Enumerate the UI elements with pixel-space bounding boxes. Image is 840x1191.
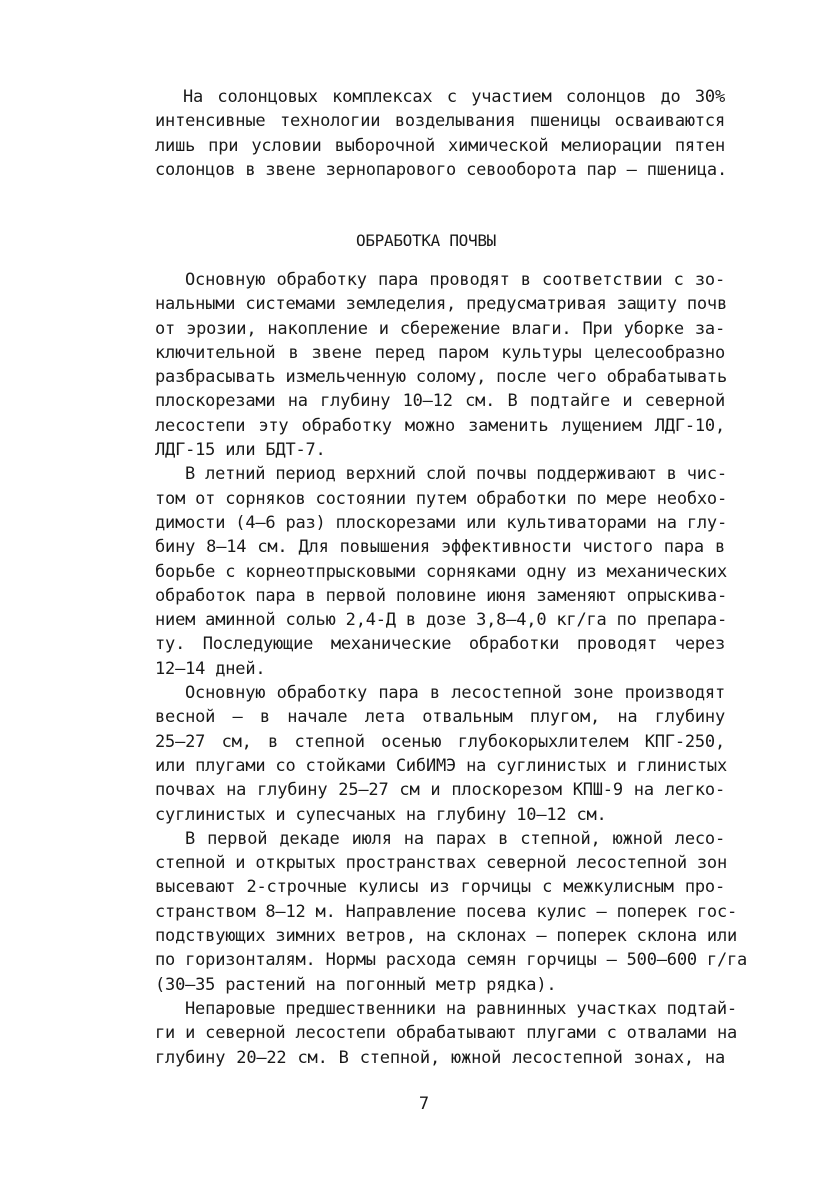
paragraph-line: Непаровые предшественники на равнинных участках подтай-: [185, 998, 737, 1019]
intro-line: лишь при условии выборочной химической мелиорации пятен: [155, 135, 725, 156]
paragraph-line: весной – в начале лета отвальным плугом, на глубину: [155, 707, 725, 728]
body-text: [155, 268, 748, 1070]
paragraph-line: бину 8–14 см. Для повышения эффективности чистого пара в: [155, 537, 725, 558]
paragraph-line: Основную обработку пара в лесостепной зоне производят: [185, 683, 725, 704]
paragraph-line: 12–14 дней.: [155, 658, 266, 679]
paragraph-line: нием аминной солью 2,4-Д в дозе 3,8–4,0 кг/га по препара-: [155, 610, 727, 631]
paragraph-line: от эрозии, накопление и сбережение влаги. При уборке за-: [155, 318, 725, 339]
paragraph-line: В летний период верхний слой почвы поддерживают в чис-: [185, 464, 727, 485]
intro-paragraph: [155, 85, 725, 182]
paragraph-line: глубину 20–22 см. В степной, южной лесостепной зонах, на: [155, 1047, 725, 1068]
paragraph-line: 25–27 см, в степной осенью глубокорыхлителем КПГ-250,: [155, 731, 725, 752]
paragraph-line: или плугами со стойками СибИМЭ на суглинистых и глинистых: [155, 755, 727, 776]
paragraph-line: нальными системами земледелия, предусматривая защиту почв: [155, 294, 727, 315]
paragraph-line: почвах на глубину 25–27 см и плоскорезом КПШ-9 на легко-: [155, 780, 725, 801]
page-number: 7: [418, 1094, 430, 1114]
paragraph-line: В первой декаде июля на парах в степной, южной лесо-: [185, 828, 725, 849]
paragraph-line: ги и северной лесостепи обрабатывают плугами с отвалами на: [155, 1023, 738, 1044]
paragraph-line: обработок пара в первой половине июня заменяют опрыскива-: [155, 585, 727, 606]
intro-line: солонцов в звене зернопарового севооборота пар – пшеница.: [155, 159, 727, 180]
paragraph-line: высевают 2-строчные кулисы из горчицы с межкулисным про-: [155, 877, 725, 898]
paragraph-line: (30–35 растений на погонный метр рядка).: [155, 974, 557, 995]
intro-line: На солонцовых комплексах с участием солонцов до 30%: [183, 87, 725, 107]
paragraph-line: димости (4–6 раз) плоскорезами или культиваторами на глу-: [155, 512, 727, 533]
paragraph-line: Основную обработку пара проводят в соответствии с зо-: [185, 270, 725, 290]
section-heading: ОБРАБОТКА ПОЧВЫ: [356, 231, 496, 250]
paragraph-line: борьбе с корнеотпрысковыми сорняками одну из механических: [155, 561, 727, 582]
paragraph-line: ту. Последующие механические обработки проводят через: [155, 634, 725, 655]
paragraph-line: суглинистых и супесчаных на глубину 10–12 см.: [155, 804, 607, 825]
paragraph-line: плоскорезами на глубину 10–12 см. В подтайге и северной: [155, 391, 725, 412]
paragraph-line: лесостепи эту обработку можно заменить лущением ЛДГ-10,: [155, 415, 725, 436]
paragraph-line: подствующих зимних ветров, на склонах – поперек склона или: [155, 926, 738, 947]
paragraph-line: ЛДГ-15 или БДТ-7.: [155, 440, 326, 461]
paragraph-line: странством 8–12 м. Направление посева кулис – поперек гос-: [155, 901, 738, 922]
paragraph-line: том от сорняков состоянии путем обработки по мере необхо-: [155, 488, 727, 509]
paragraph-line: степной и открытых пространствах северной лесостепной зон: [155, 853, 727, 874]
intro-line: интенсивные технологии возделывания пшеницы осваиваются: [155, 111, 725, 132]
paragraph-line: по горизонталям. Нормы расхода семян горчицы – 500–600 г/га: [155, 950, 748, 971]
paragraph-line: ключительной в звене перед паром культуры целесообразно: [155, 342, 725, 363]
paragraph-line: разбрасывать измельченную солому, после чего обрабатывать: [155, 367, 727, 388]
